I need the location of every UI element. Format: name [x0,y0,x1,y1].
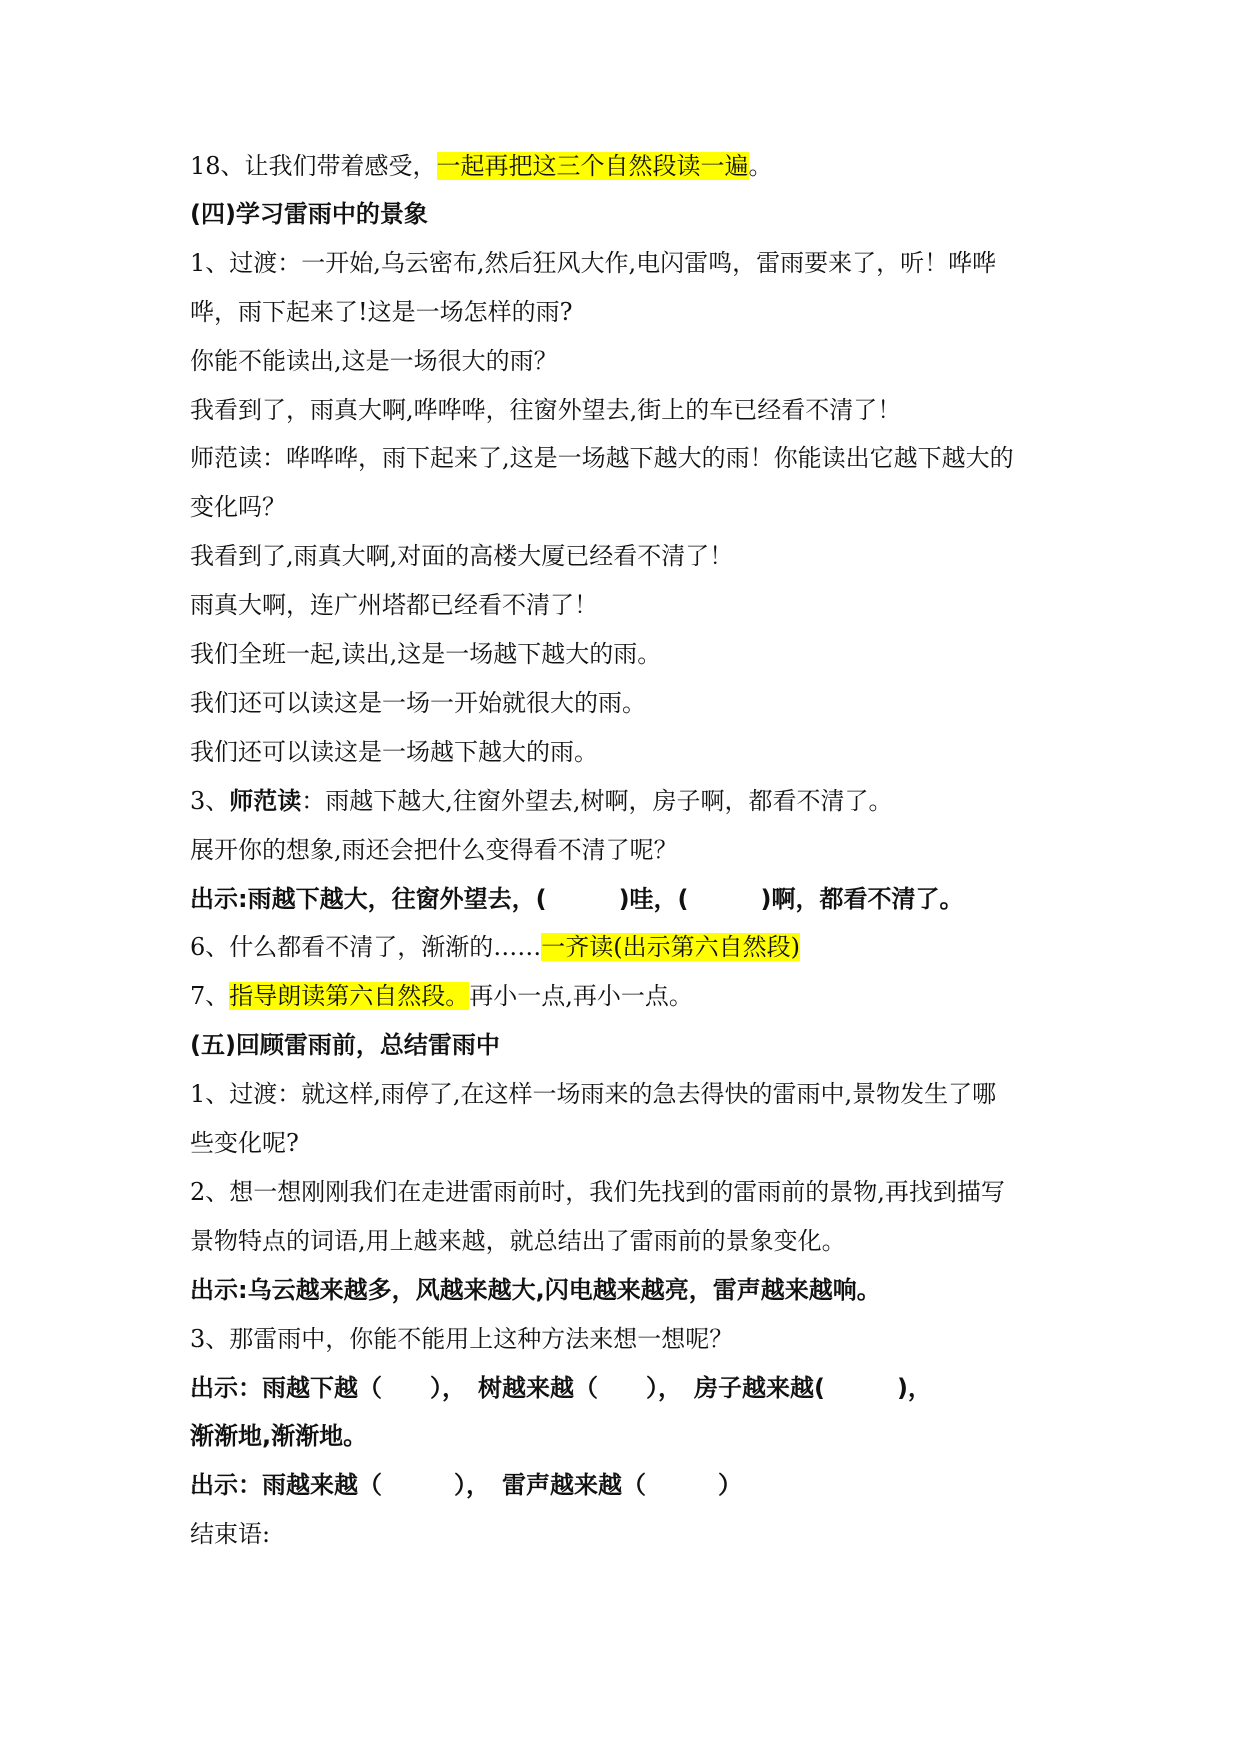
section-heading [190,194,1070,234]
text-segment: 哗，雨下起来了!这是一场怎样的雨? [190,298,573,326]
text-segment: 3、 [190,787,230,815]
text-line [190,292,1070,332]
text-segment: 出示:雨越下越大，往窗外望去，( )哇，( )啊，都看不清了。 [190,885,964,913]
text-line [190,390,1070,430]
text-line [190,1172,1070,1212]
text-line [190,781,1070,821]
text-segment: 6、什么都看不清了，渐渐的…… [190,933,542,961]
text-segment: 雨真大啊，连广州塔都已经看不清了！ [190,591,598,619]
text-line [190,683,1070,723]
text-segment: 18、让我们带着感受， [190,152,437,180]
text-segment: 1、过渡：就这样,雨停了,在这样一场雨来的急去得快的雷雨中,景物发生了哪 [190,1080,997,1108]
text-line [190,830,1070,870]
text-line [190,1514,1070,1554]
text-segment: 些变化呢? [190,1129,299,1157]
text-line [190,341,1070,381]
text-segment: 再小一点,再小一点。 [469,982,693,1010]
text-segment: 。 [748,152,773,180]
text-segment: 我们还可以读这是一场越下越大的雨。 [190,738,598,766]
text-line [190,976,1070,1016]
exercise-prompt [190,1270,1070,1310]
text-segment: 出示：雨越下越（ ）， 树越来越（ ）， 房子越来越( )， [190,1374,932,1402]
text-line [190,1221,1070,1261]
highlighted-text: 一起再把这三个自然段读一遍 [436,152,749,180]
text-line [190,536,1070,576]
text-line [190,146,1070,186]
text-line [190,927,1070,967]
section-heading [190,1025,1070,1065]
text-segment: 我们全班一起,读出,这是一场越下越大的雨。 [190,640,662,668]
bold-text: 师范读 [229,787,302,815]
text-segment: 展开你的想象,雨还会把什么变得看不清了呢？ [190,836,678,864]
text-line [190,634,1070,674]
text-line [190,487,1070,527]
text-line [190,732,1070,772]
text-line [190,1074,1070,1114]
text-segment: 师范读：哗哗哗，雨下起来了,这是一场越下越大的雨！你能读出它越下越大的 [190,444,1014,472]
highlighted-text: 一齐读(出示第六自然段) [541,933,801,961]
text-segment: 1、过渡：一开始,乌云密布,然后狂风大作,电闪雷鸣，雷雨要来了，听！哗哗 [190,249,997,277]
text-segment: 7、 [190,982,230,1010]
text-segment: ：雨越下越大,往窗外望去,树啊，房子啊，都看不清了。 [301,787,893,815]
text-line [190,1123,1070,1163]
text-segment: 我们还可以读这是一场一开始就很大的雨。 [190,689,646,717]
text-segment: 变化吗？ [190,493,286,521]
text-segment: 2、想一想刚刚我们在走进雷雨前时，我们先找到的雷雨前的景物,再找到描写 [190,1178,1005,1206]
text-segment: 渐渐地,渐渐地。 [190,1422,368,1450]
text-line [190,585,1070,625]
text-segment: 结束语: [190,1520,271,1548]
text-line [190,1319,1070,1359]
text-segment: 景物特点的词语,用上越来越，就总结出了雷雨前的景象变化。 [190,1227,846,1255]
text-segment: 出示:乌云越来越多，风越来越大,闪电越来越亮，雷声越来越响。 [190,1276,881,1304]
exercise-prompt [190,1368,1070,1408]
exercise-prompt [190,879,1070,919]
text-segment: 你能不能读出,这是一场很大的雨？ [190,347,558,375]
text-segment: 3、那雷雨中，你能不能用上这种方法来想一想呢？ [190,1325,734,1353]
text-segment: 出示：雨越来越（ ）， 雷声越来越（ ） [190,1471,742,1499]
exercise-prompt [190,1416,1070,1456]
text-line [190,243,1070,283]
text-segment: (四)学习雷雨中的景象 [190,200,428,228]
text-segment: 我看到了，雨真大啊,哗哗哗，往窗外望去,街上的车已经看不清了！ [190,396,902,424]
text-segment: 我看到了,雨真大啊,对面的高楼大厦已经看不清了！ [190,542,734,570]
exercise-prompt [190,1465,1070,1505]
highlighted-text: 指导朗读第六自然段。 [229,982,470,1010]
text-line [190,438,1070,478]
text-segment: (五)回顾雷雨前，总结雷雨中 [190,1031,500,1059]
